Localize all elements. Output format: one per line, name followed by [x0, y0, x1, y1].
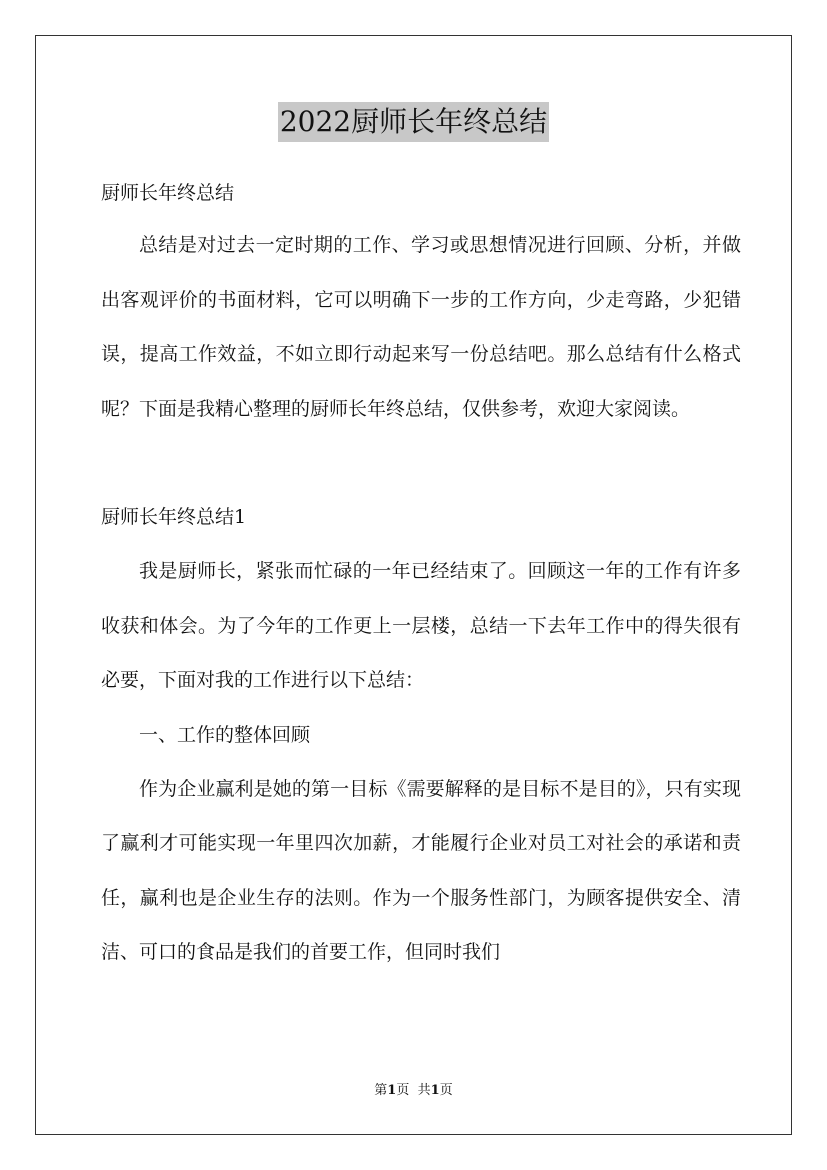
intro-paragraph: 总结是对过去一定时期的工作、学习或思想情况进行回顾、分析，并做出客观评价的书面材料，它可以明确下一步的工作方向，少走弯路，少犯错误，提高工作效益，不如立即行动起来写一份总结吧。那么总结有什么格式呢？下面是我精心整理的厨师长年终总结，仅供参考，欢迎大家阅读。 [101, 234, 741, 420]
footer-total-pages: 1 [430, 1083, 440, 1098]
document-title: 2022厨师长年终总结 [278, 102, 549, 142]
title-wrap [0, 102, 827, 142]
section1-paragraph-1: 我是厨师长，紧张而忙碌的一年已经结束了。回顾这一年的工作有许多收获和体会。为了今年的工作更上一层楼，总结一下去年工作中的得失很有必要，下面对我的工作进行以下总结： [101, 560, 741, 691]
footer-page-suffix: 页 [396, 1083, 410, 1098]
section-spacer [101, 436, 741, 490]
footer-page-prefix: 第 [374, 1083, 388, 1098]
page-footer [0, 1082, 827, 1100]
section1-paragraph-2: 作为企业赢利是她的第一目标《需要解释的是目标不是目的》，只有实现了赢利才可能实现一年里四次加薪，才能履行企业对员工对社会的承诺和责任，赢利也是企业生存的法则。作为一个服务性部门，为顾客提供安全、清洁、可口的食品是我们的首要工作，但同时我们 [101, 777, 741, 963]
section1-heading: 厨师长年终总结1 [101, 506, 247, 528]
document-subtitle: 厨师长年终总结 [101, 182, 235, 204]
document-body [101, 170, 741, 980]
footer-total-suffix: 页 [439, 1083, 453, 1098]
footer-page-number: 1 [387, 1083, 397, 1098]
section1-subheading: 一、工作的整体回顾 [139, 723, 311, 746]
footer-total-prefix: 共 [417, 1083, 431, 1098]
